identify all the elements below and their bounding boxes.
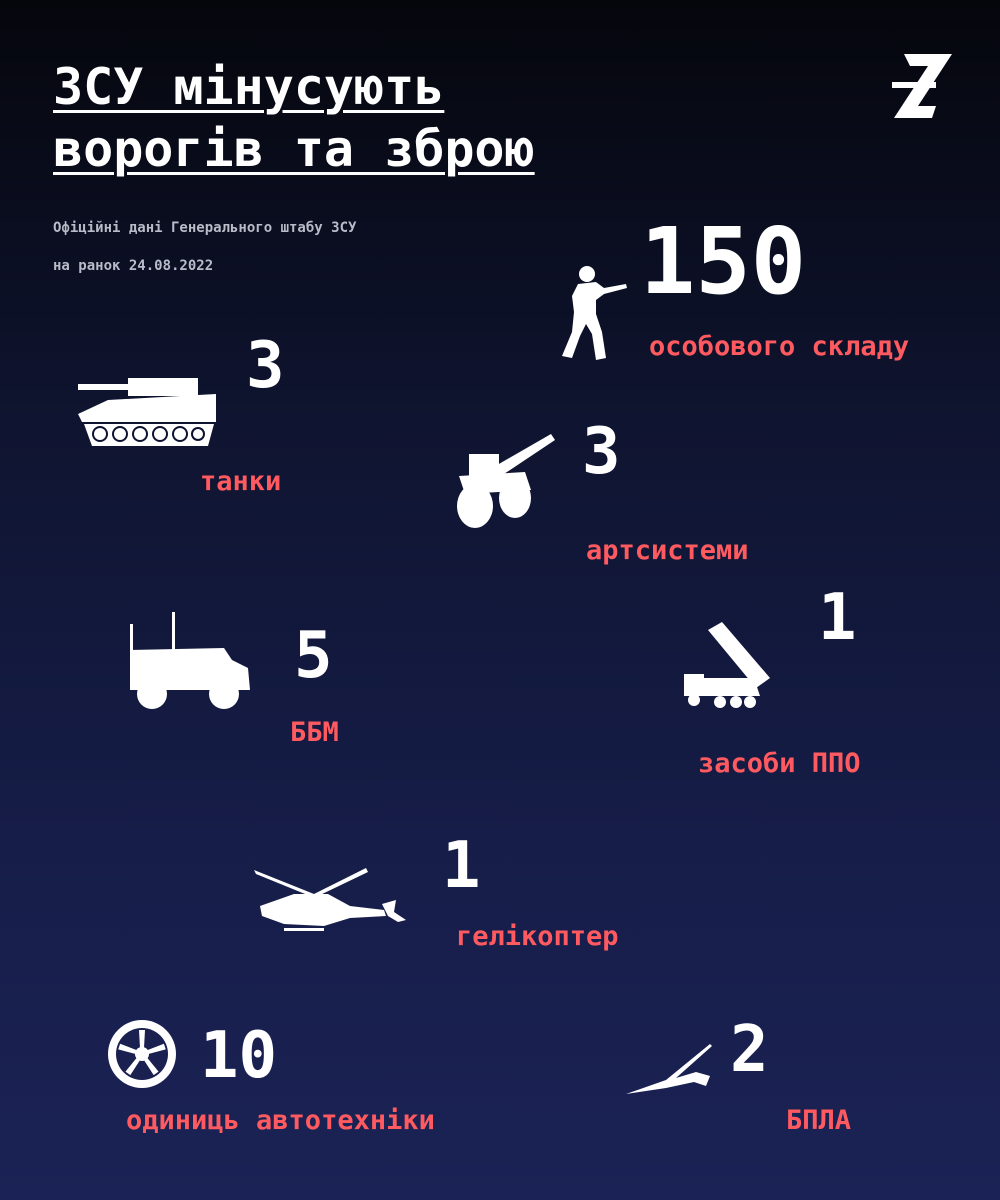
drone-icon bbox=[626, 1042, 714, 1096]
artillery-count: 3 bbox=[582, 415, 621, 489]
date-text: на ранок 24.08.2022 bbox=[53, 258, 214, 274]
helicopter-count: 1 bbox=[442, 829, 481, 903]
howitzer-icon bbox=[455, 432, 555, 528]
tanks-label: танки bbox=[200, 466, 282, 497]
artillery-label: артсистеми bbox=[586, 535, 749, 566]
vehicles-count: 10 bbox=[200, 1019, 278, 1093]
title-line-2: ворогів та зброю bbox=[53, 120, 535, 178]
page-title bbox=[53, 56, 535, 180]
source-text: Офіційні дані Генерального штабу ЗСУ bbox=[53, 220, 357, 236]
apv-label: ББМ bbox=[290, 717, 339, 748]
soldier-icon bbox=[560, 262, 630, 362]
z-logo-icon bbox=[890, 48, 954, 124]
helicopter-label: гелікоптер bbox=[456, 921, 619, 952]
title-line-1: ЗСУ мінусують bbox=[53, 58, 445, 116]
personnel-count: 150 bbox=[640, 208, 807, 315]
helicopter-icon bbox=[254, 866, 408, 938]
wheel-icon bbox=[108, 1020, 176, 1088]
tanks-count: 3 bbox=[246, 329, 285, 403]
uav-label: БПЛА bbox=[786, 1105, 852, 1136]
air-defense-count: 1 bbox=[818, 581, 857, 655]
rocket-launcher-icon bbox=[684, 622, 772, 710]
uav-count: 2 bbox=[730, 1013, 769, 1087]
air-defense-label: засоби ППО bbox=[698, 748, 861, 779]
personnel-label: особового складу bbox=[649, 331, 910, 362]
apv-count: 5 bbox=[294, 619, 333, 693]
armored-vehicle-icon bbox=[128, 612, 252, 712]
vehicles-label: одиниць автотехніки bbox=[126, 1105, 435, 1136]
tank-icon bbox=[78, 374, 218, 448]
